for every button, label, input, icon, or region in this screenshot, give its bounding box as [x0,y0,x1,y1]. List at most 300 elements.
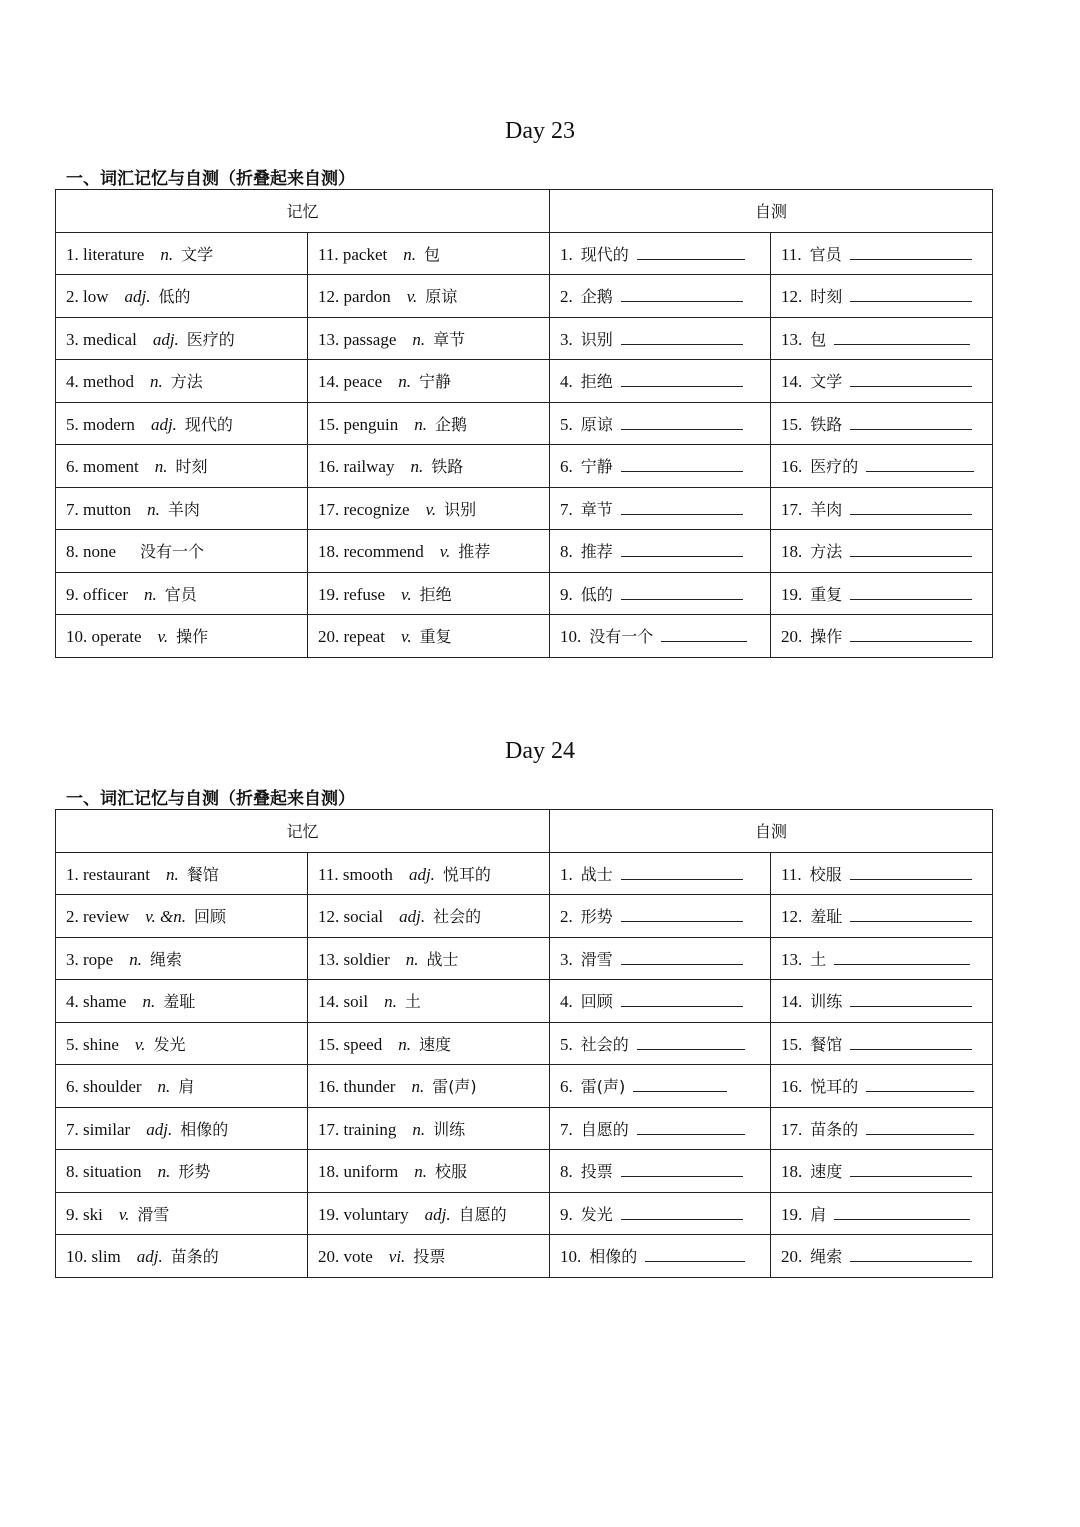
test-prompt: 雷(声) [580,1077,626,1097]
memory-cell [308,1065,550,1108]
test-prompt: 苗条的 [810,1119,859,1139]
test-prompt: 战士 [580,864,613,884]
answer-blank[interactable] [850,627,972,642]
test-prompt: 识别 [580,329,613,349]
memory-cell [56,402,308,445]
chinese-meaning: 投票 [413,1247,446,1267]
test-prompt: 投票 [580,1162,613,1182]
answer-blank[interactable] [866,457,974,472]
test-number: 19. [781,584,803,604]
memory-cell [56,1150,308,1193]
table-row [56,317,993,360]
test-number: 9. [560,584,573,604]
test-number: 10. [560,1247,582,1267]
test-prompt: 推荐 [580,542,613,562]
self-test-cell [550,1192,771,1235]
memory-column-header: 记忆 [56,190,550,233]
chinese-meaning: 文学 [181,244,214,264]
test-number: 3. [560,329,573,349]
test-prompt: 原谅 [580,414,613,434]
english-word: 13. soldier [318,949,390,969]
part-of-speech: v. [401,584,412,604]
chinese-meaning: 相像的 [180,1119,229,1139]
test-prompt: 绳索 [810,1247,843,1267]
test-prompt: 低的 [580,584,613,604]
answer-blank[interactable] [621,585,743,600]
english-word: 17. recognize [318,499,410,519]
vocab-table [55,809,993,1278]
test-number: 14. [781,372,803,392]
part-of-speech: adj. [408,864,435,884]
table-row [56,232,993,275]
self-test-cell [771,852,993,895]
self-test-cell [550,1235,771,1278]
test-number: 5. [560,1034,573,1054]
self-test-cell [771,1065,993,1108]
test-prompt: 文学 [810,372,843,392]
self-test-cell [550,275,771,318]
english-word: 4. method [66,372,134,392]
english-word: 3. rope [66,949,114,969]
chinese-meaning: 战士 [426,949,459,969]
test-prompt: 滑雪 [580,949,613,969]
english-word: 8. situation [66,1162,142,1182]
answer-blank[interactable] [621,330,743,345]
answer-blank[interactable] [866,1077,974,1092]
answer-blank[interactable] [866,1120,974,1135]
test-prompt: 医疗的 [810,457,859,477]
part-of-speech: n. [166,864,179,884]
memory-cell [308,1192,550,1235]
answer-blank[interactable] [637,1120,745,1135]
test-prompt: 悦耳的 [810,1077,859,1097]
chinese-meaning: 苗条的 [170,1247,219,1267]
self-test-cell [550,615,771,658]
english-word: 8. none [66,542,117,562]
table-row [56,445,993,488]
test-prompt: 拒绝 [580,372,613,392]
self-test-cell [771,1235,993,1278]
test-number: 6. [560,1077,573,1097]
memory-cell [308,937,550,980]
test-prompt: 重复 [810,584,843,604]
memory-cell [308,360,550,403]
memory-cell [56,852,308,895]
chinese-meaning: 现代的 [184,414,233,434]
memory-cell [308,402,550,445]
memory-cell [56,232,308,275]
english-word: 3. medical [66,329,137,349]
memory-cell [56,317,308,360]
answer-blank[interactable] [661,627,747,642]
english-word: 13. passage [318,329,397,349]
chinese-meaning: 羞耻 [163,992,196,1012]
chinese-meaning: 回顾 [194,907,227,927]
answer-blank[interactable] [621,950,743,965]
english-word: 5. shine [66,1034,119,1054]
test-prompt: 速度 [810,1162,843,1182]
chinese-meaning: 宁静 [418,372,451,392]
memory-cell [308,1022,550,1065]
chinese-meaning: 没有一个 [140,542,205,562]
section-heading: 一、词汇记忆与自测（折叠起来自测） [66,169,355,189]
table-row [56,1065,993,1108]
test-prompt: 羞耻 [810,907,843,927]
test-prompt: 没有一个 [589,627,654,647]
english-word: 18. uniform [318,1162,399,1182]
answer-blank[interactable] [621,865,743,880]
english-word: 18. recommend [318,542,424,562]
answer-blank[interactable] [621,1162,743,1177]
test-prompt: 包 [810,329,827,349]
test-prompt: 方法 [810,542,843,562]
answer-blank[interactable] [850,287,972,302]
self-test-cell [550,232,771,275]
part-of-speech: adj. [152,329,179,349]
answer-blank[interactable] [621,500,743,515]
table-row [56,402,993,445]
self-test-cell [771,615,993,658]
test-number: 15. [781,1034,803,1054]
chinese-meaning: 原谅 [425,287,458,307]
self-test-cell [771,937,993,980]
english-word: 17. training [318,1119,397,1139]
memory-cell [56,1065,308,1108]
chinese-meaning: 重复 [419,627,452,647]
section-heading: 一、词汇记忆与自测（折叠起来自测） [66,789,355,809]
test-prompt: 餐馆 [810,1034,843,1054]
english-word: 16. railway [318,457,395,477]
self-test-cell [771,1022,993,1065]
chinese-meaning: 肩 [178,1077,195,1097]
self-test-cell [771,232,993,275]
chinese-meaning: 悦耳的 [442,864,491,884]
answer-blank[interactable] [850,1162,972,1177]
test-number: 8. [560,1162,573,1182]
test-prompt: 铁路 [810,414,843,434]
test-prompt: 官员 [809,244,842,264]
self-test-cell [771,402,993,445]
part-of-speech: n. [154,457,168,477]
chinese-meaning: 速度 [418,1034,451,1054]
test-number: 13. [781,329,803,349]
memory-cell [308,530,550,573]
answer-blank[interactable] [834,1205,970,1220]
english-word: 14. peace [318,372,383,392]
self-test-cell [550,317,771,360]
answer-blank[interactable] [621,992,743,1007]
memory-cell [56,895,308,938]
test-number: 11. [781,244,802,264]
chinese-meaning: 形势 [178,1162,211,1182]
english-word: 5. modern [66,414,135,434]
answer-blank[interactable] [834,950,970,965]
chinese-meaning: 低的 [158,287,191,307]
test-prompt: 现代的 [580,244,629,264]
answer-blank[interactable] [645,1247,745,1262]
part-of-speech: v. [439,542,451,562]
self-test-cell [771,317,993,360]
chinese-meaning: 训练 [433,1119,466,1139]
part-of-speech: n. [160,244,174,264]
answer-blank[interactable] [621,415,743,430]
chinese-meaning: 推荐 [458,542,491,562]
answer-blank[interactable] [850,372,972,387]
test-column-header: 自测 [550,810,993,853]
memory-cell [56,1022,308,1065]
table-row [56,852,993,895]
test-prompt: 时刻 [810,287,843,307]
test-prompt: 训练 [810,992,843,1012]
english-word: 6. shoulder [66,1077,142,1097]
test-prompt: 羊肉 [810,499,843,519]
memory-cell [308,487,550,530]
memory-cell [308,852,550,895]
part-of-speech: n. [414,414,428,434]
answer-blank[interactable] [850,585,972,600]
self-test-cell [771,530,993,573]
part-of-speech: n. [147,499,160,519]
part-of-speech: v. [118,1204,130,1224]
english-word: 15. penguin [318,414,399,434]
chinese-meaning: 自愿的 [458,1204,507,1224]
part-of-speech: n. [398,372,411,392]
test-prompt: 企鹅 [580,287,613,307]
memory-cell [56,487,308,530]
answer-blank[interactable] [850,245,972,260]
answer-blank[interactable] [850,500,972,515]
part-of-speech: n. [398,1034,411,1054]
self-test-cell [550,852,771,895]
table-row [56,1192,993,1235]
answer-blank[interactable] [850,907,972,922]
table-row [56,487,993,530]
answer-blank[interactable] [834,330,970,345]
memory-cell [308,1107,550,1150]
chinese-meaning: 铁路 [431,457,464,477]
memory-cell [56,572,308,615]
chinese-meaning: 发光 [153,1034,186,1054]
test-number: 16. [781,457,803,477]
vocab-rows [56,232,993,657]
memory-cell [56,360,308,403]
english-word: 20. repeat [318,627,386,647]
test-number: 19. [781,1204,803,1224]
english-word: 12. pardon [318,287,391,307]
test-prompt: 相像的 [589,1247,638,1267]
part-of-speech: v. [401,627,412,647]
answer-blank[interactable] [637,245,745,260]
part-of-speech: n. [142,992,156,1012]
part-of-speech: v. &n. [145,907,187,927]
part-of-speech: n. [405,949,419,969]
table-row [56,1150,993,1193]
english-word: 2. low [66,287,109,307]
english-word: 10. operate [66,627,142,647]
self-test-cell [771,1150,993,1193]
memory-cell [56,937,308,980]
self-test-cell [550,360,771,403]
memory-cell [56,1107,308,1150]
english-word: 6. moment [66,457,139,477]
test-number: 12. [781,287,803,307]
test-number: 17. [781,499,803,519]
chinese-meaning: 土 [404,992,421,1012]
part-of-speech: adj. [146,1119,173,1139]
chinese-meaning: 章节 [433,329,466,349]
chinese-meaning: 包 [423,244,440,264]
table-row [56,572,993,615]
part-of-speech: n. [157,1077,171,1097]
test-number: 15. [781,414,803,434]
test-number: 9. [560,1204,573,1224]
memory-cell [308,317,550,360]
test-prompt: 社会的 [580,1034,629,1054]
part-of-speech: n. [129,949,142,969]
test-number: 7. [560,1119,573,1139]
answer-blank[interactable] [637,1035,745,1050]
english-word: 15. speed [318,1034,383,1054]
day-title: Day 23 [505,118,575,144]
part-of-speech: n. [157,1162,171,1182]
part-of-speech: n. [414,1162,428,1182]
test-prompt: 自愿的 [580,1119,629,1139]
part-of-speech: v. [157,627,169,647]
table-row [56,275,993,318]
test-prompt: 章节 [580,499,613,519]
test-prompt: 回顾 [580,992,613,1012]
answer-blank[interactable] [621,907,743,922]
answer-blank[interactable] [850,1247,972,1262]
part-of-speech: n. [144,584,157,604]
english-word: 14. soil [318,992,369,1012]
test-prompt: 宁静 [580,457,613,477]
test-prompt: 形势 [580,907,613,927]
answer-blank[interactable] [633,1077,727,1092]
test-prompt: 土 [810,949,827,969]
answer-blank[interactable] [850,992,972,1007]
test-number: 20. [781,627,803,647]
test-number: 2. [560,907,573,927]
part-of-speech: n. [412,329,426,349]
answer-blank[interactable] [850,865,972,880]
memory-column-header: 记忆 [56,810,550,853]
english-word: 19. refuse [318,584,386,604]
english-word: 11. packet [318,244,388,264]
chinese-meaning: 社会的 [433,907,482,927]
memory-cell [308,1150,550,1193]
english-word: 11. smooth [318,864,393,884]
self-test-cell [550,895,771,938]
memory-cell [308,615,550,658]
part-of-speech: adj. [150,414,177,434]
test-number: 2. [560,287,573,307]
chinese-meaning: 识别 [444,499,477,519]
self-test-cell [550,937,771,980]
english-word: 20. vote [318,1247,373,1267]
chinese-meaning: 校服 [435,1162,468,1182]
test-prompt: 校服 [809,864,842,884]
self-test-cell [771,360,993,403]
chinese-meaning: 餐馆 [186,864,219,884]
english-word: 1. literature [66,244,145,264]
test-number: 4. [560,372,573,392]
test-number: 10. [560,627,582,647]
chinese-meaning: 方法 [170,372,203,392]
chinese-meaning: 操作 [176,627,209,647]
table-row [56,615,993,658]
self-test-cell [550,530,771,573]
part-of-speech: n. [403,244,416,264]
test-number: 18. [781,542,803,562]
self-test-cell [550,1065,771,1108]
table-row [56,360,993,403]
answer-blank[interactable] [621,457,743,472]
self-test-cell [771,572,993,615]
self-test-cell [771,980,993,1023]
answer-blank[interactable] [621,287,743,302]
chinese-meaning: 医疗的 [186,329,235,349]
table-row [56,895,993,938]
chinese-meaning: 滑雪 [137,1204,170,1224]
english-word: 9. officer [66,584,128,604]
answer-blank[interactable] [621,1205,743,1220]
english-word: 16. thunder [318,1077,396,1097]
memory-cell [308,980,550,1023]
memory-cell [56,445,308,488]
answer-blank[interactable] [850,542,972,557]
self-test-cell [771,445,993,488]
english-word: 19. voluntary [318,1204,409,1224]
memory-cell [56,1192,308,1235]
answer-blank[interactable] [850,1035,972,1050]
answer-blank[interactable] [850,415,972,430]
english-word: 9. ski [66,1204,103,1224]
self-test-cell [550,980,771,1023]
chinese-meaning: 拒绝 [419,584,452,604]
self-test-cell [550,487,771,530]
english-word: 4. shame [66,992,127,1012]
test-number: 3. [560,949,573,969]
test-column-header: 自测 [550,190,993,233]
test-number: 7. [560,499,573,519]
memory-cell [308,232,550,275]
self-test-cell [771,1192,993,1235]
part-of-speech: n. [412,1119,426,1139]
part-of-speech: adj. [124,287,151,307]
answer-blank[interactable] [621,542,743,557]
part-of-speech: n. [411,1077,425,1097]
test-prompt: 肩 [810,1204,827,1224]
vocab-table [55,189,993,658]
english-word: 1. restaurant [66,864,151,884]
part-of-speech: v. [134,1034,146,1054]
day-title: Day 24 [505,738,575,764]
part-of-speech: v. [406,287,418,307]
test-number: 11. [781,864,802,884]
self-test-cell [771,275,993,318]
test-number: 18. [781,1162,803,1182]
test-number: 14. [781,992,803,1012]
self-test-cell [550,572,771,615]
self-test-cell [771,487,993,530]
answer-blank[interactable] [621,372,743,387]
part-of-speech: vi. [388,1247,406,1267]
chinese-meaning: 企鹅 [435,414,468,434]
test-prompt: 操作 [810,627,843,647]
memory-cell [56,980,308,1023]
test-number: 12. [781,907,803,927]
